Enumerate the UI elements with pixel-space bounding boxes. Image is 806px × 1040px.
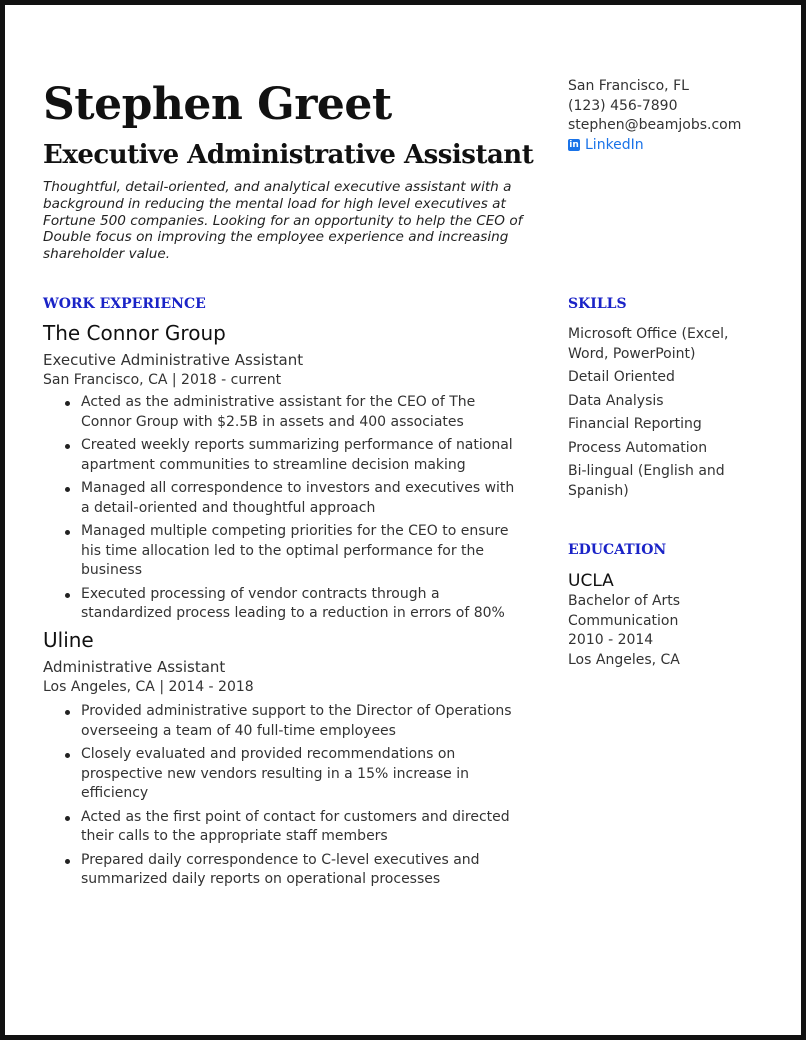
bullet-item: Acted as the administrative assistant for the CEO of The Connor Group with $2.5B in assets and 400 associates	[63, 393, 525, 432]
bullet-item: Managed multiple competing priorities for the CEO to ensure his time allocation led to the optimal performance for the business	[63, 522, 525, 581]
summary: Thoughtful, detail-oriented, and analytical executive assistant with a background in reducing the mental load for high level executives at Fortune 500 companies. Looking for an opportunity to help the CEO of Double focus on improving the employee experience and increasing shareholder value.	[43, 179, 523, 263]
skill-item: Process Automation	[568, 439, 708, 456]
company-name: The Connor Group	[43, 321, 226, 345]
linkedin-icon: in	[569, 140, 579, 151]
linkedin-label: LinkedIn	[585, 136, 644, 153]
skill-item: Microsoft Office (Excel, Word, PowerPoint)	[568, 326, 729, 362]
skill-item: Bi-lingual (English and Spanish)	[568, 463, 725, 499]
candidate-title: Executive Administrative Assistant	[43, 140, 534, 170]
education-details	[568, 592, 680, 670]
bullet-item: Managed all correspondence to investors and executives with a detail-oriented and thoughtful approach	[63, 479, 525, 518]
education-degree: Bachelor of Arts	[568, 593, 681, 609]
linkedin-link[interactable]	[568, 136, 788, 156]
skill-item: Data Analysis	[568, 392, 664, 409]
skills-list	[568, 325, 738, 505]
contact-email[interactable]: stephen@beamjobs.com	[568, 117, 742, 133]
company-name: Uline	[43, 628, 94, 652]
skill-item: Detail Oriented	[568, 369, 675, 385]
job-meta: San Francisco, CA | 2018 - current	[43, 372, 282, 388]
education-heading: EDUCATION	[568, 542, 667, 558]
bullet-item: Created weekly reports summarizing performance of national apartment communities to streamline decision making	[63, 436, 525, 475]
bullet-item: Acted as the first point of contact for customers and directed their calls to the appropriate staff members	[63, 808, 525, 847]
skill-item: Financial Reporting	[568, 416, 702, 432]
contact-phone: (123) 456-7890	[568, 97, 678, 114]
job-meta: Los Angeles, CA | 2014 - 2018	[43, 679, 254, 695]
candidate-name: Stephen Greet	[43, 79, 392, 130]
contact-location: San Francisco, FL	[568, 78, 689, 94]
work-experience-heading: WORK EXPERIENCE	[43, 296, 206, 312]
bullet-item: Prepared daily correspondence to C-level executives and summarized daily reports on operational processes	[63, 851, 525, 890]
education-field: Communication	[568, 612, 679, 629]
bullet-item: Closely evaluated and provided recommendations on prospective new vendors resulting in a 15% increase in efficiency	[63, 745, 525, 804]
contact-block	[568, 77, 788, 155]
bullet-item: Executed processing of vendor contracts through a standardized process leading to a reduction in errors of 80%	[63, 585, 525, 624]
bullet-item: Provided administrative support to the Director of Operations overseeing a team of 40 full-time employees	[63, 702, 525, 741]
job-bullets	[63, 702, 525, 894]
job-bullets	[63, 393, 525, 628]
job-role: Executive Administrative Assistant	[43, 351, 304, 369]
job-role: Administrative Assistant	[43, 658, 226, 676]
education-school: UCLA	[568, 571, 614, 591]
education-years: 2010 - 2014	[568, 632, 654, 648]
skills-heading: SKILLS	[568, 296, 627, 312]
education-location: Los Angeles, CA	[568, 651, 680, 668]
